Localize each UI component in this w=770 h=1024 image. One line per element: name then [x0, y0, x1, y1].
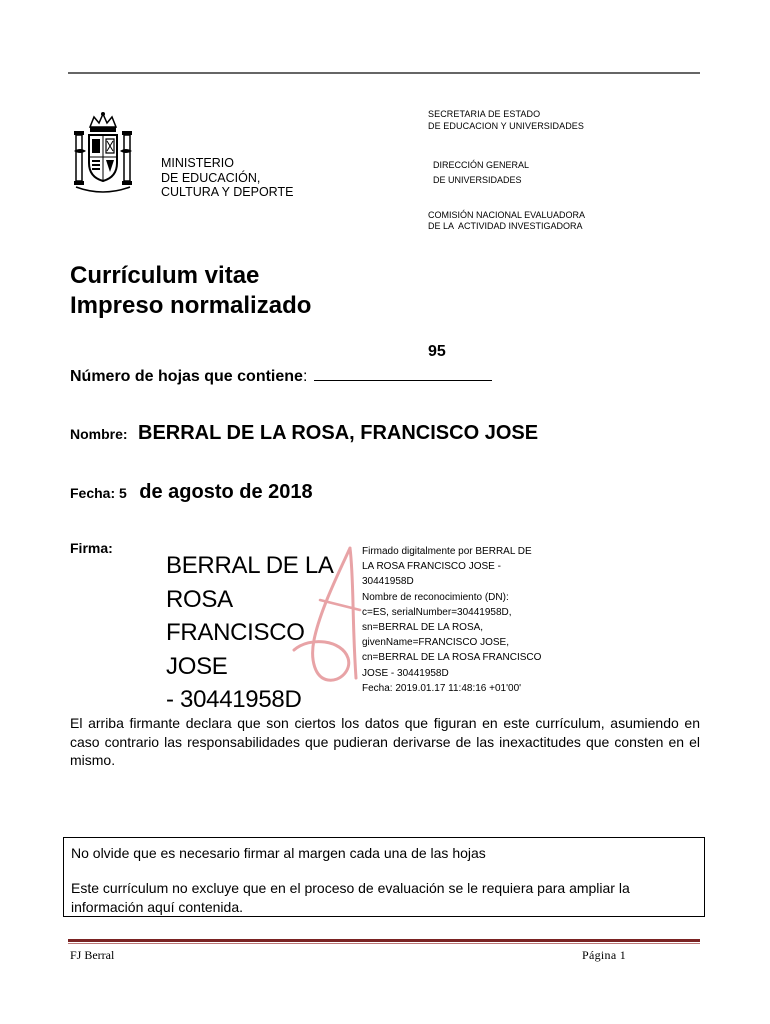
- fecha-label: Fecha: 5: [70, 485, 127, 501]
- footer-rule: [68, 939, 700, 942]
- notice-line-2: Este currículum no excluye que en el proceso de evaluación se le requiera para ampliar la información aquí contenida.: [71, 880, 630, 915]
- footer-author: FJ Berral: [70, 948, 115, 962]
- secretaria-line-2: DE EDUCACION Y UNIVERSIDADES: [428, 121, 585, 131]
- spain-coat-of-arms-icon: [72, 111, 134, 193]
- hojas-colon: :: [302, 368, 308, 385]
- signer-line-3: FRANCISCO JOSE: [166, 619, 305, 680]
- signature-details: [362, 544, 572, 696]
- notice-line-1: No olvide que es necesario firmar al margen cada una de las hojas: [71, 845, 486, 861]
- title-line-1: Currículum vitae: [70, 262, 260, 289]
- ministerio-label: [161, 156, 293, 200]
- hojas-number: 95: [428, 343, 446, 360]
- direccion-line-2: DE UNIVERSIDADES: [433, 175, 522, 185]
- nombre-value: BERRAL DE LA ROSA, FRANCISCO JOSE: [138, 422, 539, 444]
- direccion-line-1: DIRECCIÓN GENERAL: [433, 160, 530, 170]
- signer-line-1: BERRAL DE LA: [166, 552, 334, 579]
- sig-detail-line: Firmado digitalmente por BERRAL DE: [362, 546, 532, 557]
- nombre-label: Nombre:: [70, 426, 128, 442]
- sig-detail-line: c=ES, serialNumber=30441958D,: [362, 606, 512, 618]
- ministerio-line-1: MINISTERIO: [161, 156, 234, 170]
- title-line-2: Impreso normalizado: [70, 292, 312, 319]
- declaration-text: El arriba firmante declara que son ciertos los datos que figuran en este currículum, asumiendo en caso contrario las responsabilidades que pudieran derivarse de las inexactitudes que consten en el mismo.: [70, 715, 700, 768]
- sig-detail-line: LA ROSA FRANCISCO JOSE -: [362, 561, 501, 573]
- ministerio-line-2: DE EDUCACIÓN,: [161, 170, 261, 185]
- signer-line-2: ROSA: [166, 585, 233, 613]
- comision-line-2: DE LA ACTIVIDAD INVESTIGADORA: [428, 221, 583, 231]
- sig-detail-line: sn=BERRAL DE LA ROSA,: [362, 622, 484, 634]
- firma-label: Firma:: [70, 540, 113, 556]
- ministerio-line-3: CULTURA Y DEPORTE: [161, 185, 294, 199]
- secretaria-estado: [428, 108, 584, 132]
- page-title: [70, 261, 311, 321]
- nombre-row: [70, 422, 538, 445]
- header-rule: [68, 72, 700, 74]
- sig-detail-line: Fecha: 2019.01.17 11:48:16 +01'00': [362, 682, 522, 694]
- hojas-row: [70, 366, 492, 386]
- fecha-row: [70, 481, 313, 504]
- hojas-label: Número de hojas que contiene: [70, 368, 303, 385]
- signer-name: [166, 549, 366, 717]
- sig-detail-line: cn=BERRAL DE LA ROSA FRANCISCO: [362, 652, 542, 664]
- direccion-general: [433, 158, 529, 188]
- comision-nacional: [428, 210, 585, 232]
- fecha-value: de agosto de 2018: [139, 481, 313, 503]
- comision-line-1: COMISIÓN NACIONAL EVALUADORA: [428, 210, 586, 220]
- footer-rule-thin: [68, 943, 700, 944]
- secretaria-line-1: SECRETARIA DE ESTADO: [428, 109, 541, 119]
- sig-detail-line: givenName=FRANCISCO JOSE,: [362, 637, 509, 649]
- sig-detail-line: Nombre de reconocimiento (DN):: [362, 591, 509, 603]
- sig-detail-line: 30441958D: [362, 576, 414, 588]
- sig-detail-line: JOSE - 30441958D: [362, 667, 449, 679]
- footer-page-number: Página 1: [582, 948, 627, 962]
- signer-line-4: - 30441958D: [166, 686, 302, 713]
- hojas-blank-line: [314, 366, 492, 381]
